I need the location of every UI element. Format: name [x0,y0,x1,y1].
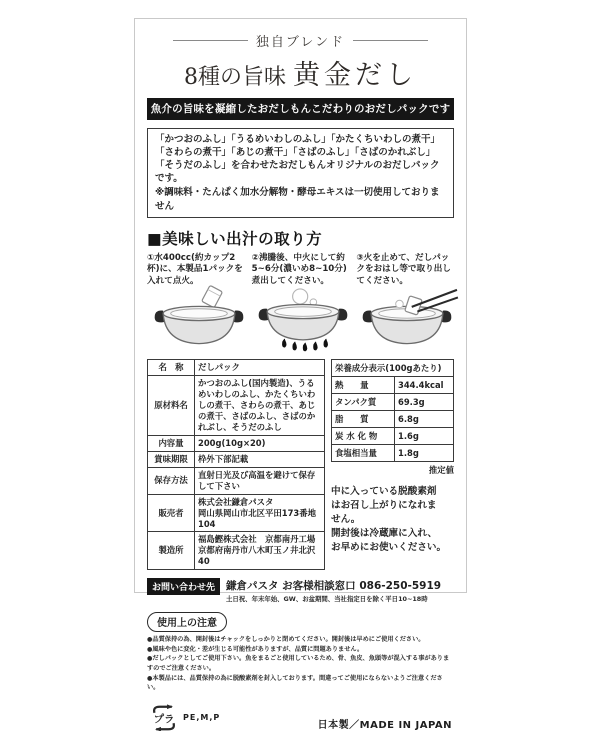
usage-note-item: ●だしパックとしてご使用下さい。魚をまるごと使用しているため、骨、魚皮、魚頭等が混入する事がありますのでご注意ください。 [147,655,450,673]
product-title-left: 8種の旨味 [184,65,286,90]
contact-info [226,578,441,603]
table-row [148,435,325,451]
spec-value: だしパック [195,360,325,376]
table-row [148,360,325,376]
nutrition-value: 6.8g [395,411,454,428]
footer [147,705,454,731]
nutrition-label: 炭 水 化 物 [332,428,395,445]
pot-chopsticks-icon [355,288,459,354]
instruction-steps [147,253,454,288]
pot-boiling-icon [251,288,355,354]
table-row [148,532,325,570]
recycle-group [149,705,220,731]
spec-value: 200g(10g×20) [195,435,325,451]
nutrition-label: 食塩相当量 [332,445,395,462]
usage-note-item: ●品質保持の為、開封後はチャックをしっかりと閉めてください。開封後は早めにご使用ください。 [147,636,425,644]
product-title [147,53,454,92]
contact-hours: 土日祝、年末年始、GW、お盆期間、当社指定日を除く平日10~18時 [226,595,428,604]
package-label [134,18,467,731]
table-row [332,377,454,394]
spec-label: 原材料名 [148,376,195,436]
pot-step1-illustration [147,288,251,354]
recycle-materials: PE,M,P [183,713,221,723]
spec-label: 販売者 [148,494,195,532]
usage-note-item: ●風味や色に変化・差が生じる可能性がありますが、品質に問題ありません。 [147,645,364,653]
nutrition-value: 344.4kcal [395,377,454,394]
nutrition-label: 脂 質 [332,411,395,428]
table-row [332,445,454,462]
nutrition-table [331,359,454,462]
contact-phone-line: 鎌倉パスタ お客様相談窓口 086-250-5919 [226,580,442,593]
spec-label: 賞味期限 [148,451,195,467]
nutrition-column [331,359,454,570]
plastic-recycle-icon [149,705,179,731]
nutrition-label: 熱 量 [332,377,395,394]
spec-label: 製造所 [148,532,195,570]
table-row [148,451,325,467]
spec-section [147,359,454,570]
usage-notes-list [147,635,454,693]
spec-value: かつおのふし(国内製造)、うるめいわしのふし、かたくちいわしの煮干、さわらの煮干、あじの煮干、さばのふし、さばのかれぶし、そうだのふし [195,376,325,436]
pot-step2-illustration [251,288,355,354]
contact-section [147,578,454,603]
recycle-mark-text: プラ [153,713,175,726]
step-1: ①水400cc(約カップ2杯)に、本製品1パックを入れて点火。 [147,252,243,286]
oxygen-absorber-note: 中に入っている脱酸素剤 はお召し上がりになれま せん。 開封後は冷蔵庫に入れ、 お早めにお使いください。 [331,486,447,554]
nutrition-value: 1.8g [395,445,454,462]
pot-add-pack-icon [147,288,251,354]
tagline-banner: 魚介の旨味を凝縮したおだしもんこだわりのおだしパックです [147,98,454,120]
additive-free-note: ※調味料・たんぱく加水分解物・酵母エキスは一切使用しておりません [155,187,440,212]
product-spec-table [147,359,325,570]
step-3: ③火を止めて、だしパックをおはし等で取り出してください。 [356,252,451,286]
spec-label: 保存方法 [148,467,195,494]
table-row [332,394,454,411]
blend-header [173,31,428,50]
table-row [148,467,325,494]
table-row [332,428,454,445]
instructions-title: ■美味しい出汁の取り方 [147,229,323,248]
pot-step3-illustration [355,288,459,354]
spec-value: 福島鰹株式会社 京都南丹工場 京都府南丹市八木町玉ノ井北沢40 [195,532,325,570]
ingredients-summary-box [147,128,454,218]
contact-badge: お問い合わせ先 [147,578,220,595]
product-title-right: 黄金だし [293,60,417,91]
nutrition-value: 69.3g [395,394,454,411]
spec-label: 内容量 [148,435,195,451]
ingredients-summary: 「かつおのふし」「うるめいわしのふし」「かたくちいわしの煮干」「さわらの煮干」「あじの煮干」「さばのふし」「さばのかれぶし」「そうだのふし」を合わせたおだしもんオリジナルのおだしパックです。 [155,134,441,185]
table-row [332,360,454,377]
made-in-japan-label: 日本製／MADE IN JAPAN [317,719,452,731]
nutrition-value: 1.6g [395,428,454,445]
spec-value: 株式会社鎌倉パスタ 岡山県岡山市北区平田173番地104 [195,494,325,532]
pot-illustrations [147,288,454,354]
blend-label: 独自ブレンド [255,35,346,50]
spec-label: 名 称 [148,360,195,376]
nutrition-label: タンパク質 [332,394,395,411]
usage-note-item: ●本製品には、品質保持の為に脱酸素剤を封入しております。間違ってご使用にならないようご注意ください。 [147,674,443,692]
nutrition-title: 栄養成分表示(100gあたり) [332,360,454,377]
divider [353,40,428,41]
usage-notes-title: 使用上の注意 [147,612,227,632]
table-row [148,494,325,532]
spec-value: 枠外下部記載 [195,451,325,467]
divider [173,40,248,41]
table-row [148,376,325,436]
table-row [332,411,454,428]
estimate-note: 推定値 [428,465,454,476]
step-2: ②沸騰後、中火にして約5~6分(濃いめ8~10分)煮出してください。 [251,252,347,286]
spec-value: 直射日光及び高温を避けて保存して下さい [195,467,325,494]
